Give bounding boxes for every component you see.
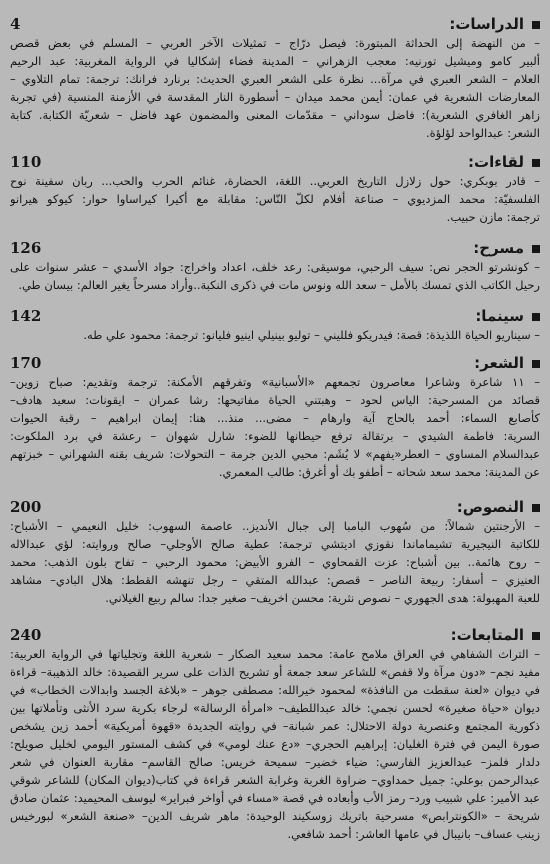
entry-text-line: عبدالرحمن بوعلي: جميل حمداوي– ضراوة الغربة وغرابة الشعر قراءة في كتاب(ديوان المكان) للشاعر شوقي xyxy=(10,773,540,787)
section-header xyxy=(0,353,550,373)
entry-text-line: دلدار فلمز– عبدالعزيز الفارسي: ضياء خضير– سميحة خريس: صالح القاسم– مقاربة العنوان في شعر xyxy=(10,755,540,769)
entry-text-line: ذكورية المجتمع وعنصرية دولة الاحتلال: عمر شبانة– في روايته الجديدة «قهوة أمريكية» أحمد زين يشخص xyxy=(10,719,540,733)
section-header xyxy=(0,625,550,645)
section-title-text: مسرح: xyxy=(473,239,524,257)
section-title xyxy=(473,238,540,258)
entry-text-line: ديوان «حياة صغيرة» لحسن نجمي: خالد عبداللطيف– «امرأة الرسالة» لرجاء بكرية سرد الأنثى وتأملاتها بين xyxy=(10,701,540,715)
section-title xyxy=(457,497,540,517)
entry-text-line: ألبير كامو وميشيل تورنيه: معجب الزهراني – المدينة فضاء إشكاليا في الرواية المغربية: عبد الرحيم xyxy=(10,54,540,68)
toc-section xyxy=(0,152,550,226)
entry-text-line: ترجمة: مازن حبيب. xyxy=(446,210,540,224)
section-title xyxy=(451,625,540,645)
entry-text-line: للعبة المهبولة: هدى الجهوري – نصوص نثرية: محسن اخريف– صغير جدا: سالم ربيع الغيلاني. xyxy=(105,591,540,605)
toc-section xyxy=(0,14,550,142)
square-bullet-icon xyxy=(532,21,540,29)
entry-text-line: السرية: فاطمة الشيدي – برتقالة ترفع حيطانها للضوء: شارل شهوان – رعشة في برد الملكوت: xyxy=(10,429,540,443)
entry-text-line: – كونشرتو الحجر نص: سيف الرحبي، موسيقى: رعد خلف، اعداد واخراج: جواد الأسدي – عشر سنوات على xyxy=(10,260,540,274)
section-page-number: 200 xyxy=(10,498,42,516)
entry-text-line: – روح هائمة.. بين أشباح: عزت القمحاوي – الفرو الأبيض: محمود الرحبي – تفاح بلون الذهب: محمد xyxy=(10,555,540,569)
section-page-number: 4 xyxy=(10,15,21,33)
section-title-text: سينما: xyxy=(475,307,524,325)
entry-text-line: العنيزي – أسفار: ربيعة الناصر – قصص: عبدالله المتقي – رجل تنهشه القطط: هلال البادي– مشاهد xyxy=(10,573,540,587)
section-title-text: الدراسات: xyxy=(449,15,524,33)
toc-section xyxy=(0,306,550,344)
square-bullet-icon xyxy=(532,245,540,253)
entry-text-line: – قادر بوبكري: حول زلازل التاريخ العربي.. اللغة، الحضارة، غنائم الحرب والحب... ربان سفينة نوح xyxy=(10,174,540,188)
square-bullet-icon xyxy=(532,504,540,512)
entry-text-line: العلام – الشعر العبري في مرآة... نظرة على الشعر العبري الحديث: برنارد فرانك: ترجمة: تمام التلاوي – xyxy=(10,72,540,86)
entry-text-line: – من النهضة إلى الحداثة المبتورة: فيصل درّاج – تمثيلات الآخر العربي – المسلم في بعض قصص xyxy=(10,36,540,50)
section-page-number: 170 xyxy=(10,354,42,372)
square-bullet-icon xyxy=(532,632,540,640)
section-header xyxy=(0,497,550,517)
toc-section xyxy=(0,497,550,607)
section-title xyxy=(449,14,540,34)
entry-text-line: الفلسفيّة: محمد المزديوي – صناعة أفلام لكلّ النّاس: مقابلة مع أكيرا كيراساوا حوار: كيوكو هيرانو xyxy=(10,192,540,206)
toc-section xyxy=(0,625,550,843)
entry-text-line: مفيد نجم– «دون مرآة ولا قفص» للشاعر سعد جمعة أو تشريح الذات على سرير القصيدة: خالد الذهيبة– قراءة xyxy=(10,665,540,679)
section-title-text: المتابعات: xyxy=(450,626,524,644)
square-bullet-icon xyxy=(532,313,540,321)
section-page-number: 240 xyxy=(10,626,42,644)
section-title xyxy=(468,152,540,172)
section-title-text: الشعر: xyxy=(474,354,524,372)
entry-text-line: زاهر الغافري الشعرية): فاضل سوداني – مقدّمات المعنى والمضمون عهد فاضل – شعريّة الكتابة. كتابة xyxy=(10,108,540,122)
entry-text-line: كأصابع السماء: أحمد بالحاج آية وارهام – مضى... منذ... هنا: إيمان ابراهيم – رقبة الحيوات xyxy=(10,411,540,425)
entry-text-line: شريحة – «الكونترابص» مسرحية باتريك زوسكيند الوحيدة: ماهر شريف الدين– «صنعة الشعر» لبورخيس xyxy=(10,809,540,823)
entry-text-line: للكاتبة النيجيرية تشيماماندا نقوزي اديتشي ترجمة: عطية صالح الأوجلي– صالح وروايته: لؤي عبدالاله xyxy=(10,537,540,551)
square-bullet-icon xyxy=(532,159,540,167)
section-title-text: النصوص: xyxy=(456,498,524,516)
section-title-text: لقاءات: xyxy=(468,153,524,171)
entry-text-line: المعارضات الشعرية في عمان: أيمن محمد ميدان – أسطورة النار المقدسة في الأزمنة المنسية (في تجربة xyxy=(10,90,540,104)
toc-section xyxy=(0,238,550,294)
entry-text-line: – الأرجنتين شمالاً: من سُهوب البامبا إلى جبال الأنديز.. عاصمة السهوب: خليل النعيمي – الأشباح: xyxy=(10,519,540,533)
square-bullet-icon xyxy=(532,360,540,368)
entry-text-line: عن المدينة: محمد سعد شحاته – أطفو بك أو أغرق: طالب المعمري. xyxy=(218,465,540,479)
section-header xyxy=(0,14,550,34)
section-header xyxy=(0,306,550,326)
entry-text-line: عبدالسلام المساوي – العطر«يفهم» لا يُشَم: محيي الدين جرمة – التحولات: شريف بقنه الشهراني – خبزتهم xyxy=(10,447,540,461)
entry-text-line: عبد الأمير: علي شبيب ورد– رمز الأب وأبعاده في قصة «مساء في أواخر فبراير» ليوسف المحيميد: عثمان صادق xyxy=(10,791,540,805)
entry-text-line: الشعر: عبدالواحد لؤلؤة. xyxy=(426,126,540,140)
section-header xyxy=(0,152,550,172)
entry-text-line: – سيناريو الحياة اللذيذة: قصة: فيدريكو فلليني – توليو بينيلي اينيو فليانو: ترجمة: محمود علي طه. xyxy=(83,328,540,342)
section-header xyxy=(0,238,550,258)
toc-section xyxy=(0,353,550,481)
section-title xyxy=(474,353,540,373)
entry-text-line: زينب عساف– بانيبال في عامها العاشر: أحمد شافعي. xyxy=(287,827,540,841)
entry-text-line: رحيل الكاتب الذي تمسك بالأمل – سعد الله ونوس مات في ذكرى النكبة..وأراد مسرحاً يغير العالم: بيسان طي. xyxy=(18,278,540,292)
entry-text-line: – ١١ شاعرة وشاعرا معاصرون تجمعهم «الأسبانية» وتفرقهم الأمكنة: ترجمة وتقديم: صباح زوين– xyxy=(10,375,540,389)
entry-text-line: – التراث الشفاهي في العراق ملامح عامة: محمد سعيد الصكار – شعرية اللغة وتجلياتها في الرواية العربية: xyxy=(10,647,540,661)
entry-text-line: في ديوان «لعنة سقطت من النافذة» لمحمود خيرالله: مصطفى جوهر – «بلاغة الجسد وابدالات الخطاب» في xyxy=(10,683,540,697)
entry-text-line: صورة اليمن في فترة الغليان: إبراهيم الحجري– «دع عنك لومي» في كشف المستور اليومي لخليل صويلح: xyxy=(10,737,540,751)
section-page-number: 110 xyxy=(10,153,42,171)
entry-text-line: قصائد من المسرحية: الياس لحود – وهبتني الحياة مفاتيحها: رشا عمران – ايقونات: سعيد هادف– xyxy=(10,393,540,407)
section-page-number: 142 xyxy=(10,307,42,325)
section-title xyxy=(475,306,540,326)
section-page-number: 126 xyxy=(10,239,42,257)
